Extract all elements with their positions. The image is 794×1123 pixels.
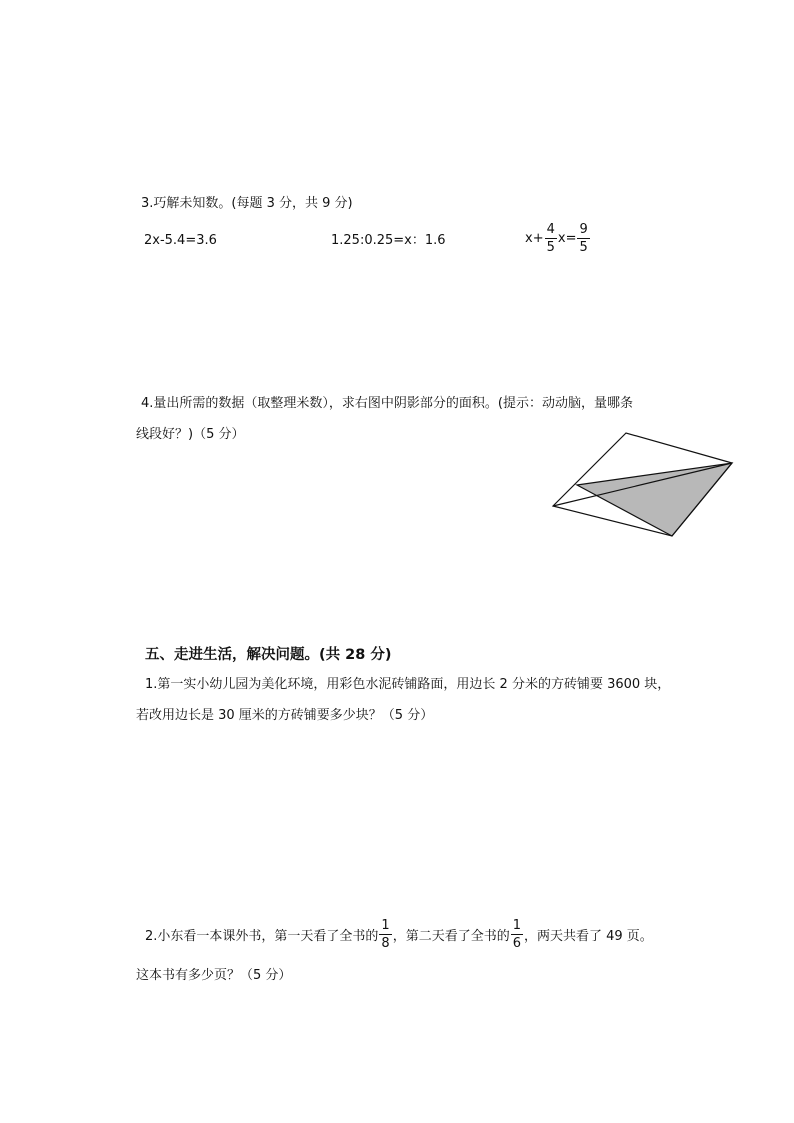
eq3-fraction-1 bbox=[545, 222, 557, 255]
problem-2-line-1 bbox=[145, 918, 653, 951]
eq3-fraction-2-numerator: 9 bbox=[579, 222, 588, 237]
problem-2-fraction-1-denominator: 8 bbox=[381, 936, 390, 951]
problem-2-fraction-2 bbox=[511, 918, 523, 951]
problem-2-fraction-2-numerator: 1 bbox=[512, 918, 521, 933]
problem-2-fraction-2-denominator: 6 bbox=[512, 936, 521, 951]
eq3-fraction-1-numerator: 4 bbox=[546, 222, 555, 237]
q3-equation-2: 1.25:0.25=x：1.6 bbox=[331, 233, 446, 248]
q3-equation-1: 2x-5.4=3.6 bbox=[144, 233, 217, 248]
eq3-fraction-2-denominator: 5 bbox=[579, 240, 588, 255]
q4-line-2: 线段好？)（5 分） bbox=[136, 427, 245, 442]
quadrilateral-figure bbox=[545, 425, 740, 543]
q3-title: 3.巧解未知数。(每题 3 分，共 9 分) bbox=[141, 196, 353, 211]
problem-2-text-1: 2.小东看一本课外书，第一天看了全书的 bbox=[145, 929, 379, 944]
problem-2-text-3: ，两天共看了 49 页。 bbox=[523, 929, 653, 944]
eq3-prefix: x+ bbox=[525, 231, 544, 246]
problem-2-line-2: 这本书有多少页？（5 分） bbox=[136, 968, 292, 983]
problem-1-line-2: 若改用边长是 30 厘米的方砖铺要多少块？（5 分） bbox=[136, 708, 434, 723]
section-5-heading: 五、走进生活，解决问题。(共 28 分) bbox=[145, 647, 392, 663]
q4-line-1: 4.量出所需的数据（取整理米数），求右图中阴影部分的面积。(提示：动动脑，量哪条 bbox=[141, 396, 633, 411]
eq3-fraction-1-denominator: 5 bbox=[546, 240, 555, 255]
problem-2-fraction-1-numerator: 1 bbox=[381, 918, 390, 933]
problem-2-fraction-1 bbox=[379, 918, 391, 951]
problem-2-text-2: ，第二天看了全书的 bbox=[392, 929, 510, 944]
shaded-triangle bbox=[577, 463, 732, 536]
eq3-fraction-2 bbox=[577, 222, 589, 255]
eq3-middle: x= bbox=[557, 231, 577, 246]
problem-1-line-1: 1.第一实小幼儿园为美化环境，用彩色水泥砖铺路面，用边长 2 分米的方砖铺要 3600 块， bbox=[145, 677, 671, 692]
q3-equation-3 bbox=[525, 222, 591, 255]
